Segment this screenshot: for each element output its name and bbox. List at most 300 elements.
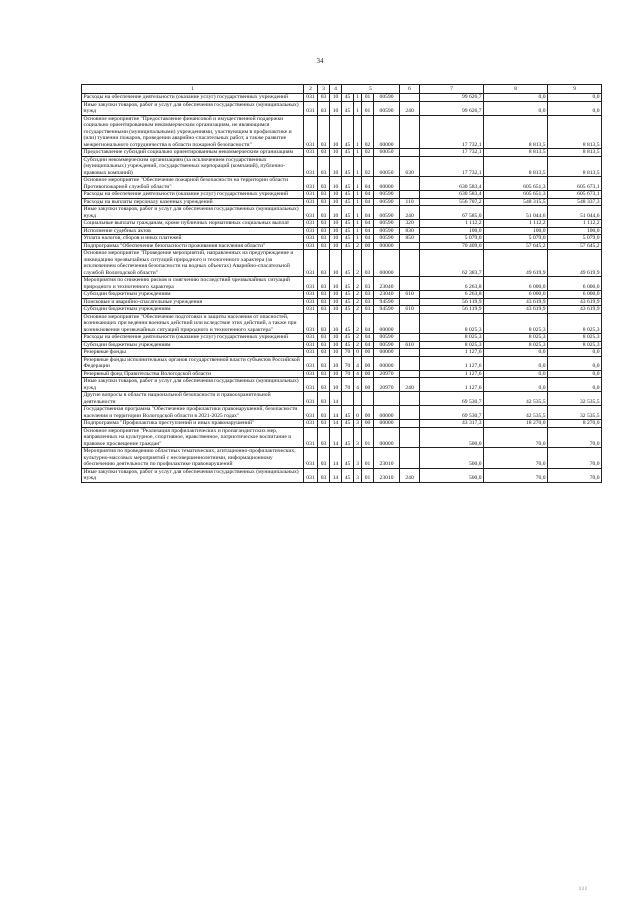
row-target-code-3: 00 bbox=[362, 420, 374, 428]
row-amount-1: 56 119,9 bbox=[420, 306, 484, 314]
row-subsection-code: 10 bbox=[330, 291, 342, 299]
row-gr-code: 031 bbox=[304, 392, 318, 406]
table-row bbox=[82, 277, 602, 291]
row-amount-2: 70,0 bbox=[484, 448, 548, 469]
row-subsection-code: 10 bbox=[330, 277, 342, 291]
row-target-code-2: 3 bbox=[354, 420, 362, 428]
row-target-code-2: 1 bbox=[354, 101, 362, 115]
row-target-code-1: 45 bbox=[342, 227, 354, 235]
table-row bbox=[82, 177, 602, 191]
row-subsection-code: 10 bbox=[330, 242, 342, 250]
row-target-code-3: 04 bbox=[362, 198, 374, 206]
row-gr-code: 031 bbox=[304, 378, 318, 392]
row-expense-type bbox=[400, 406, 420, 420]
row-target-code-1: 45 bbox=[342, 341, 354, 349]
row-target-code-4: 00590 bbox=[374, 334, 400, 342]
row-gr-code: 031 bbox=[304, 334, 318, 342]
row-subsection-code: 10 bbox=[330, 356, 342, 370]
row-target-code-1: 45 bbox=[342, 313, 354, 334]
table-row bbox=[82, 94, 602, 102]
row-target-code-2: 3 bbox=[354, 427, 362, 448]
row-section-code: 03 bbox=[318, 242, 330, 250]
row-gr-code: 031 bbox=[304, 149, 318, 157]
row-target-code-2: 3 bbox=[354, 448, 362, 469]
row-section-code: 03 bbox=[318, 392, 330, 406]
row-target-code-4: 00000 bbox=[374, 420, 400, 428]
row-expense-type: 240 bbox=[400, 101, 420, 115]
row-section-code: 03 bbox=[318, 177, 330, 191]
row-section-code: 03 bbox=[318, 198, 330, 206]
table-row bbox=[82, 220, 602, 228]
row-description: Государственная программа "Обеспечение профилактики правонарушений, безопасности населения и территории Вологодской области в 2021-2025 годах" bbox=[82, 406, 304, 420]
row-expense-type bbox=[400, 370, 420, 378]
row-amount-1: 1 127,6 bbox=[420, 349, 484, 357]
header-cell: 3 bbox=[318, 85, 330, 94]
row-gr-code: 031 bbox=[304, 206, 318, 220]
row-subsection-code: 14 bbox=[330, 427, 342, 448]
row-section-code: 03 bbox=[318, 334, 330, 342]
row-target-code-4: 00590 bbox=[374, 94, 400, 102]
row-target-code-3: 04 bbox=[362, 227, 374, 235]
row-subsection-code: 10 bbox=[330, 206, 342, 220]
row-target-code-3: 00 bbox=[362, 349, 374, 357]
row-section-code: 03 bbox=[318, 220, 330, 228]
row-description: Резервный фонд Правительства Вологодской области bbox=[82, 370, 304, 378]
row-target-code-2: 0 bbox=[354, 406, 362, 420]
row-target-code-4: 20970 bbox=[374, 370, 400, 378]
row-target-code-4: 60050 bbox=[374, 156, 400, 177]
row-target-code-1 bbox=[342, 392, 354, 406]
row-gr-code: 031 bbox=[304, 427, 318, 448]
row-target-code-3: 02 bbox=[362, 115, 374, 149]
row-target-code-4: 00590 bbox=[374, 235, 400, 243]
row-amount-2: 605 651,3 bbox=[484, 191, 548, 199]
row-expense-type: 630 bbox=[400, 156, 420, 177]
row-gr-code: 031 bbox=[304, 198, 318, 206]
row-target-code-1: 45 bbox=[342, 191, 354, 199]
row-expense-type: 240 bbox=[400, 468, 420, 482]
row-section-code: 03 bbox=[318, 378, 330, 392]
row-target-code-3 bbox=[362, 392, 374, 406]
row-amount-2: 6 000,0 bbox=[484, 277, 548, 291]
row-expense-type bbox=[400, 420, 420, 428]
row-section-code: 03 bbox=[318, 349, 330, 357]
row-expense-type bbox=[400, 427, 420, 448]
row-target-code-3: 02 bbox=[362, 156, 374, 177]
row-amount-2: 8 813,5 bbox=[484, 156, 548, 177]
row-target-code-3: 01 bbox=[362, 448, 374, 469]
row-target-code-3: 00 bbox=[362, 356, 374, 370]
row-amount-2: 8 025,3 bbox=[484, 334, 548, 342]
row-description: Подпрограмма "Профилактика преступлений и иных правонарушений" bbox=[82, 420, 304, 428]
row-amount-1: 1 127,6 bbox=[420, 378, 484, 392]
row-subsection-code: 10 bbox=[330, 191, 342, 199]
row-amount-1: 70 409,0 bbox=[420, 242, 484, 250]
row-section-code: 03 bbox=[318, 250, 330, 277]
row-target-code-3: 03 bbox=[362, 250, 374, 277]
row-subsection-code: 10 bbox=[330, 313, 342, 334]
row-target-code-2: 2 bbox=[354, 250, 362, 277]
row-target-code-3: 04 bbox=[362, 334, 374, 342]
row-target-code-4: 00000 bbox=[374, 242, 400, 250]
row-amount-1: 630 583,4 bbox=[420, 177, 484, 191]
row-gr-code: 031 bbox=[304, 220, 318, 228]
row-section-code: 03 bbox=[318, 448, 330, 469]
row-target-code-1: 45 bbox=[342, 156, 354, 177]
row-expense-type bbox=[400, 277, 420, 291]
row-amount-2: 18 270,0 bbox=[484, 420, 548, 428]
row-target-code-2: 2 bbox=[354, 277, 362, 291]
row-description: Расходы на выплаты персоналу казенных учреждений bbox=[82, 198, 304, 206]
row-amount-1: 6 263,8 bbox=[420, 277, 484, 291]
row-amount-3: 8 025,3 bbox=[548, 313, 602, 334]
row-description: Социальные выплаты гражданам, кроме публичных нормативных социальных выплат bbox=[82, 220, 304, 228]
row-target-code-3: 04 bbox=[362, 177, 374, 191]
row-amount-3: 8 813,5 bbox=[548, 149, 602, 157]
row-subsection-code: 10 bbox=[330, 156, 342, 177]
row-target-code-4: 23010 bbox=[374, 448, 400, 469]
row-target-code-3: 04 bbox=[362, 220, 374, 228]
row-expense-type bbox=[400, 334, 420, 342]
row-subsection-code: 10 bbox=[330, 250, 342, 277]
row-description: Иные закупки товаров, работ и услуг для обеспечения государственных (муниципальных) нужд bbox=[82, 378, 304, 392]
table-row bbox=[82, 198, 602, 206]
row-target-code-4: 23010 bbox=[374, 468, 400, 482]
budget-table bbox=[81, 84, 602, 483]
table-row bbox=[82, 427, 602, 448]
row-target-code-2: 1 bbox=[354, 149, 362, 157]
row-subsection-code: 10 bbox=[330, 370, 342, 378]
row-gr-code: 031 bbox=[304, 291, 318, 299]
row-amount-1: 1 127,6 bbox=[420, 370, 484, 378]
row-subsection-code: 10 bbox=[330, 220, 342, 228]
row-target-code-1: 45 bbox=[342, 220, 354, 228]
row-target-code-4: 00000 bbox=[374, 115, 400, 149]
row-target-code-1: 45 bbox=[342, 406, 354, 420]
row-amount-2: 8 025,3 bbox=[484, 341, 548, 349]
row-amount-3: 57 645,2 bbox=[548, 242, 602, 250]
footer-mark: ııı bbox=[579, 884, 588, 892]
row-section-code: 03 bbox=[318, 149, 330, 157]
row-target-code-3: 04 bbox=[362, 206, 374, 220]
row-gr-code: 031 bbox=[304, 94, 318, 102]
row-amount-3: 6 000,0 bbox=[548, 277, 602, 291]
row-target-code-4 bbox=[374, 392, 400, 406]
row-description: Другие вопросы в области национальной безопасности и правоохранительной деятельности bbox=[82, 392, 304, 406]
row-description: Основное мероприятие "Обеспечение подготовки и защиты населения от опасностей, возникающих при ведении военных действий или вследствие этих действий, а также при возникновении чрезвычайных ситуаций природного и техногенного характера" bbox=[82, 313, 304, 334]
row-amount-3: 548 337,3 bbox=[548, 198, 602, 206]
row-gr-code: 031 bbox=[304, 406, 318, 420]
row-amount-1: 1 112,2 bbox=[420, 220, 484, 228]
row-amount-3: 43 619,9 bbox=[548, 298, 602, 306]
row-gr-code: 031 bbox=[304, 235, 318, 243]
row-section-code: 03 bbox=[318, 227, 330, 235]
row-description: Уплата налогов, сборов и иных платежей bbox=[82, 235, 304, 243]
row-section-code: 03 bbox=[318, 291, 330, 299]
row-amount-2: 548 315,5 bbox=[484, 198, 548, 206]
row-expense-type: 850 bbox=[400, 235, 420, 243]
table-row bbox=[82, 206, 602, 220]
row-target-code-3: 01 bbox=[362, 101, 374, 115]
row-target-code-4: 00590 bbox=[374, 206, 400, 220]
row-target-code-2: 1 bbox=[354, 115, 362, 149]
row-expense-type: 110 bbox=[400, 198, 420, 206]
row-amount-2: 51 044,6 bbox=[484, 206, 548, 220]
row-target-code-4: 00590 bbox=[374, 227, 400, 235]
row-target-code-2: 4 bbox=[354, 356, 362, 370]
row-target-code-4: 00590 bbox=[374, 101, 400, 115]
row-amount-2: 0,0 bbox=[484, 378, 548, 392]
row-section-code: 03 bbox=[318, 468, 330, 482]
row-description: Субсидии бюджетным учреждениям bbox=[82, 291, 304, 299]
row-gr-code: 031 bbox=[304, 298, 318, 306]
row-target-code-3: 01 bbox=[362, 468, 374, 482]
row-target-code-4: 94590 bbox=[374, 306, 400, 314]
row-amount-2: 8 025,3 bbox=[484, 313, 548, 334]
row-description: Иные закупки товаров, работ и услуг для обеспечения государственных (муниципальных) нужд bbox=[82, 101, 304, 115]
row-amount-3: 8 025,3 bbox=[548, 341, 602, 349]
row-amount-2: 70,0 bbox=[484, 427, 548, 448]
row-target-code-4: 00590 bbox=[374, 341, 400, 349]
row-amount-2: 8 813,5 bbox=[484, 115, 548, 149]
row-amount-3: 70,0 bbox=[548, 427, 602, 448]
row-amount-3: 8 025,3 bbox=[548, 334, 602, 342]
row-section-code: 03 bbox=[318, 277, 330, 291]
row-target-code-3: 04 bbox=[362, 235, 374, 243]
row-description: Резервные фонды исполнительных органов государственной власти субъектов Российской Федерации bbox=[82, 356, 304, 370]
row-target-code-3: 02 bbox=[362, 149, 374, 157]
row-target-code-2: 4 bbox=[354, 370, 362, 378]
row-gr-code: 031 bbox=[304, 227, 318, 235]
row-description: Основное мероприятие "Обеспечение пожарной безопасности на территории области Противопожарной службой области" bbox=[82, 177, 304, 191]
row-description: Основное мероприятие "Реализация профилактических и пропагандистских мер, направленных на культурное, спортивное, нравственное, патриотическое воспитание и правовое просвещение граждан" bbox=[82, 427, 304, 448]
row-target-code-3: 04 bbox=[362, 313, 374, 334]
row-gr-code: 031 bbox=[304, 277, 318, 291]
row-expense-type bbox=[400, 356, 420, 370]
row-target-code-1: 45 bbox=[342, 277, 354, 291]
row-target-code-3: 00 bbox=[362, 242, 374, 250]
row-amount-1: 8 025,3 bbox=[420, 341, 484, 349]
row-amount-1: 67 585,0 bbox=[420, 206, 484, 220]
row-section-code: 03 bbox=[318, 101, 330, 115]
row-target-code-1: 70 bbox=[342, 378, 354, 392]
row-section-code: 03 bbox=[318, 156, 330, 177]
row-gr-code: 031 bbox=[304, 349, 318, 357]
row-amount-2: 0,0 bbox=[484, 356, 548, 370]
row-section-code: 03 bbox=[318, 191, 330, 199]
row-gr-code: 031 bbox=[304, 448, 318, 469]
row-subsection-code: 10 bbox=[330, 177, 342, 191]
row-subsection-code: 10 bbox=[330, 235, 342, 243]
row-amount-1: 69 530,7 bbox=[420, 392, 484, 406]
row-gr-code: 031 bbox=[304, 356, 318, 370]
row-target-code-3: 01 bbox=[362, 427, 374, 448]
table-row bbox=[82, 406, 602, 420]
row-amount-1: 500,0 bbox=[420, 468, 484, 482]
row-amount-2: 70,0 bbox=[484, 468, 548, 482]
table-row bbox=[82, 242, 602, 250]
row-subsection-code: 14 bbox=[330, 468, 342, 482]
row-amount-3: 32 535,5 bbox=[548, 392, 602, 406]
row-amount-1: 43 317,3 bbox=[420, 420, 484, 428]
row-gr-code: 031 bbox=[304, 250, 318, 277]
row-target-code-1: 45 bbox=[342, 101, 354, 115]
table-row bbox=[82, 378, 602, 392]
header-cell: 1 bbox=[82, 85, 304, 94]
row-amount-2: 1 112,2 bbox=[484, 220, 548, 228]
row-expense-type bbox=[400, 242, 420, 250]
row-expense-type bbox=[400, 250, 420, 277]
row-description: Мероприятия по проведению областных тематических, агитационно-профилактических, культурно-массовых мероприятий с несовершеннолетними, информационному обеспечению деятельности по профилактике правонарушений bbox=[82, 448, 304, 469]
row-target-code-4: 00000 bbox=[374, 406, 400, 420]
row-amount-3: 0,0 bbox=[548, 356, 602, 370]
table-row bbox=[82, 191, 602, 199]
row-target-code-1: 45 bbox=[342, 198, 354, 206]
row-target-code-4: 00000 bbox=[374, 250, 400, 277]
header-cell: 6 bbox=[400, 85, 420, 94]
row-expense-type: 240 bbox=[400, 206, 420, 220]
row-expense-type: 320 bbox=[400, 220, 420, 228]
row-target-code-1: 70 bbox=[342, 349, 354, 357]
row-target-code-1: 45 bbox=[342, 149, 354, 157]
row-description: Расходы на обеспечение деятельности (оказание услуг) государственных учреждений bbox=[82, 191, 304, 199]
row-target-code-3: 03 bbox=[362, 291, 374, 299]
row-amount-1: 8 025,3 bbox=[420, 313, 484, 334]
header-cell: 5 bbox=[342, 85, 400, 94]
row-target-code-4: 94590 bbox=[374, 298, 400, 306]
table-row bbox=[82, 468, 602, 482]
row-amount-3: 51 044,6 bbox=[548, 206, 602, 220]
row-amount-1: 8 025,3 bbox=[420, 334, 484, 342]
row-description: Исполнение судебных актов bbox=[82, 227, 304, 235]
row-gr-code: 031 bbox=[304, 177, 318, 191]
row-description: Поисковые и аварийно-спасательные учреждения bbox=[82, 298, 304, 306]
header-cell: 9 bbox=[548, 85, 602, 94]
row-subsection-code: 10 bbox=[330, 349, 342, 357]
row-expense-type bbox=[400, 177, 420, 191]
row-subsection-code: 10 bbox=[330, 94, 342, 102]
row-subsection-code: 14 bbox=[330, 448, 342, 469]
row-target-code-1: 45 bbox=[342, 206, 354, 220]
row-subsection-code: 14 bbox=[330, 392, 342, 406]
row-description: Мероприятия по снижению рисков и смягчению последствий чрезвычайных ситуаций природного и техногенного характера bbox=[82, 277, 304, 291]
row-amount-1: 17 732,1 bbox=[420, 115, 484, 149]
row-amount-3: 1 112,2 bbox=[548, 220, 602, 228]
row-target-code-2: 2 bbox=[354, 313, 362, 334]
row-amount-2: 100,0 bbox=[484, 227, 548, 235]
row-expense-type bbox=[400, 448, 420, 469]
row-description: Субсидии бюджетным учреждениям bbox=[82, 306, 304, 314]
row-gr-code: 031 bbox=[304, 242, 318, 250]
row-target-code-1: 45 bbox=[342, 94, 354, 102]
row-target-code-1: 45 bbox=[342, 250, 354, 277]
row-amount-1: 17 732,1 bbox=[420, 149, 484, 157]
row-amount-1: 500,0 bbox=[420, 427, 484, 448]
row-section-code: 03 bbox=[318, 427, 330, 448]
row-gr-code: 031 bbox=[304, 101, 318, 115]
row-description: Основное мероприятие "Предоставление финансовой и имущественной поддержки социально ориентированным некоммерческим организациям, не являющимся государственными (муниципальными) учреждениями, участвующим в профилактике и (или) тушении пожаров, проведении аварийно-спасательных работ, а также развитие межрегионального сотрудничества в области пожарной безопасности" bbox=[82, 115, 304, 149]
row-target-code-3: 03 bbox=[362, 306, 374, 314]
row-amount-3: 70,0 bbox=[548, 448, 602, 469]
row-target-code-1: 45 bbox=[342, 298, 354, 306]
row-subsection-code: 14 bbox=[330, 420, 342, 428]
row-amount-1: 99 626,7 bbox=[420, 94, 484, 102]
table-row bbox=[82, 149, 602, 157]
row-subsection-code: 10 bbox=[330, 149, 342, 157]
row-target-code-1: 45 bbox=[342, 177, 354, 191]
row-amount-3: 0,0 bbox=[548, 378, 602, 392]
row-target-code-4: 60050 bbox=[374, 149, 400, 157]
row-target-code-4: 00000 bbox=[374, 356, 400, 370]
row-subsection-code: 10 bbox=[330, 198, 342, 206]
row-description: Иные закупки товаров, работ и услуг для обеспечения государственных (муниципальных) нужд bbox=[82, 206, 304, 220]
row-subsection-code: 10 bbox=[330, 115, 342, 149]
row-amount-3: 8 270,0 bbox=[548, 420, 602, 428]
row-gr-code: 031 bbox=[304, 115, 318, 149]
row-amount-3: 43 619,9 bbox=[548, 306, 602, 314]
row-target-code-4: 00000 bbox=[374, 313, 400, 334]
row-target-code-4: 00000 bbox=[374, 427, 400, 448]
row-target-code-1: 45 bbox=[342, 115, 354, 149]
row-target-code-1: 45 bbox=[342, 306, 354, 314]
table-row bbox=[82, 250, 602, 277]
row-gr-code: 031 bbox=[304, 370, 318, 378]
row-amount-2: 42 535,5 bbox=[484, 392, 548, 406]
row-target-code-1: 45 bbox=[342, 448, 354, 469]
row-target-code-2: 1 bbox=[354, 220, 362, 228]
row-section-code: 03 bbox=[318, 306, 330, 314]
row-target-code-2: 0 bbox=[354, 349, 362, 357]
row-target-code-1: 45 bbox=[342, 427, 354, 448]
table-row bbox=[82, 291, 602, 299]
page-number: 34 bbox=[316, 57, 324, 65]
row-amount-3: 49 619,9 bbox=[548, 250, 602, 277]
row-description: Резервные фонды bbox=[82, 349, 304, 357]
row-amount-3: 8 813,5 bbox=[548, 115, 602, 149]
row-target-code-3: 04 bbox=[362, 191, 374, 199]
row-amount-1: 556 707,2 bbox=[420, 198, 484, 206]
row-expense-type bbox=[400, 313, 420, 334]
table-row bbox=[82, 420, 602, 428]
row-gr-code: 031 bbox=[304, 191, 318, 199]
row-gr-code: 031 bbox=[304, 468, 318, 482]
table-row bbox=[82, 115, 602, 149]
row-amount-3: 5 079,0 bbox=[548, 235, 602, 243]
table-row bbox=[82, 334, 602, 342]
row-target-code-2: 2 bbox=[354, 334, 362, 342]
row-expense-type bbox=[400, 349, 420, 357]
row-target-code-1: 45 bbox=[342, 235, 354, 243]
row-amount-1: 99 626,7 bbox=[420, 101, 484, 115]
row-description: Предоставление субсидий социально ориентированным некоммерческим организациям bbox=[82, 149, 304, 157]
row-target-code-2: 2 bbox=[354, 242, 362, 250]
row-section-code: 03 bbox=[318, 406, 330, 420]
row-amount-1: 17 732,1 bbox=[420, 156, 484, 177]
row-target-code-4: 00590 bbox=[374, 220, 400, 228]
row-amount-2: 42 535,5 bbox=[484, 406, 548, 420]
row-amount-3: 605 673,1 bbox=[548, 177, 602, 191]
row-section-code: 03 bbox=[318, 313, 330, 334]
table-row bbox=[82, 448, 602, 469]
row-expense-type: 240 bbox=[400, 378, 420, 392]
table-row bbox=[82, 156, 602, 177]
row-gr-code: 031 bbox=[304, 306, 318, 314]
row-subsection-code: 10 bbox=[330, 298, 342, 306]
row-gr-code: 031 bbox=[304, 313, 318, 334]
row-target-code-3: 01 bbox=[362, 94, 374, 102]
table-row bbox=[82, 341, 602, 349]
row-expense-type bbox=[400, 191, 420, 199]
